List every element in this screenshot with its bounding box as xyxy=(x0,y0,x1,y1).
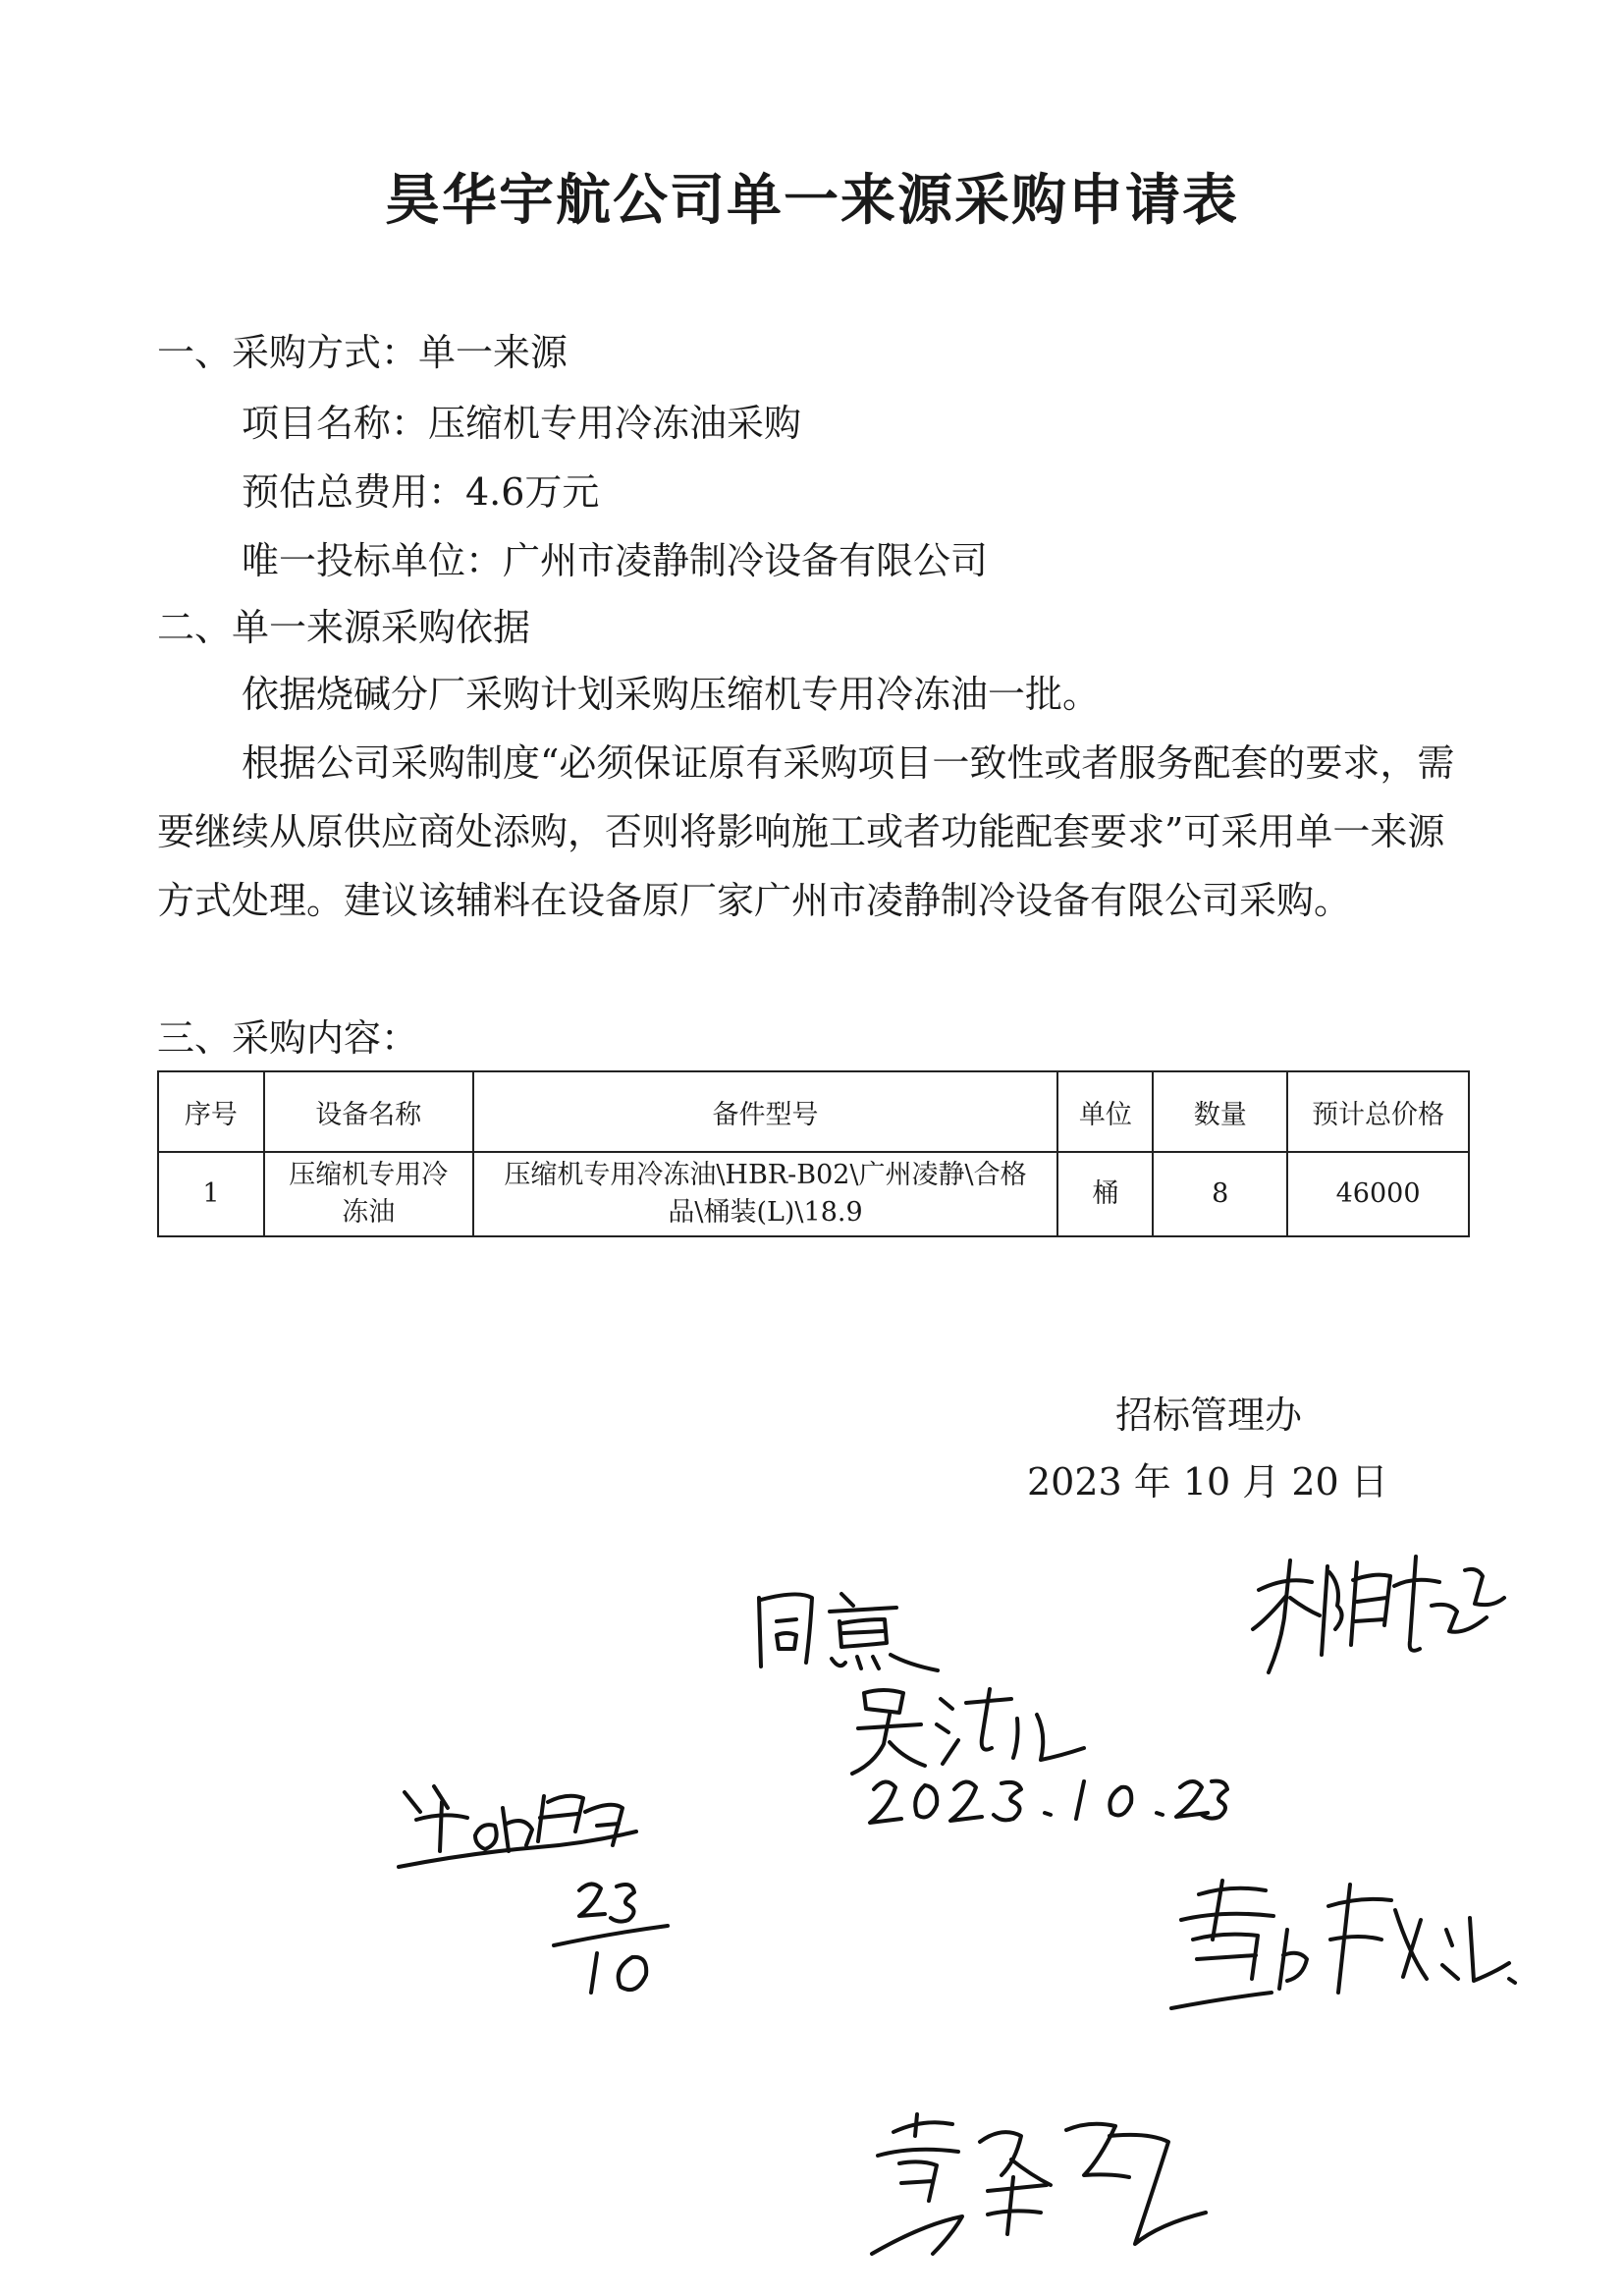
signature-signer-1-date xyxy=(864,1768,1237,1836)
signature-signer-4 xyxy=(1164,1871,1527,2038)
content-heading: 三、采购内容： xyxy=(157,1016,419,1060)
col-header-part-model: 备件型号 xyxy=(473,1071,1058,1152)
col-header-equipment-name: 设备名称 xyxy=(264,1071,473,1152)
signature-signer-2 xyxy=(1247,1547,1512,1684)
document-title: 昊华宇航公司单一来源采购申请表 xyxy=(385,169,1239,233)
signature-signer-5 xyxy=(864,2106,1218,2273)
signature-approval-note xyxy=(751,1586,947,1694)
sole-bidder: 唯一投标单位：广州市凌静制冷设备有限公司 xyxy=(242,539,989,582)
procurement-table xyxy=(157,1070,1470,1237)
cell-quantity: 8 xyxy=(1153,1152,1287,1236)
issuing-office: 招标管理办 xyxy=(1115,1394,1303,1437)
cell-unit: 桶 xyxy=(1057,1152,1153,1236)
basis-heading: 二、单一来源采购依据 xyxy=(157,606,531,649)
project-name: 项目名称：压缩机专用冷冻油采购 xyxy=(242,402,802,445)
col-header-quantity: 数量 xyxy=(1153,1071,1287,1152)
col-header-unit: 单位 xyxy=(1057,1071,1153,1152)
cell-estimated-total: 46000 xyxy=(1287,1152,1469,1236)
cell-part-model: 压缩机专用冷冻油\HBR-B02\广州凌静\合格品\桶装(L)\18.9 xyxy=(473,1152,1058,1236)
procurement-method: 一、采购方式：单一来源 xyxy=(157,331,568,374)
cell-equipment-name: 压缩机专用冷冻油 xyxy=(264,1152,473,1236)
cell-index: 1 xyxy=(158,1152,264,1236)
col-header-estimated-total: 预计总价格 xyxy=(1287,1071,1469,1152)
table-header-row xyxy=(158,1071,1469,1152)
table-row xyxy=(158,1152,1469,1236)
signature-signer-3-date xyxy=(550,1871,697,2008)
col-header-index: 序号 xyxy=(158,1071,264,1152)
basis-paragraph-2: 根据公司采购制度“必须保证原有采购项目一致性或者服务配套的要求，需要继续从原供应商处添购，否则将影响施工或者功能配套要求”可采用单一来源方式处理。建议该辅料在设备原厂家广州市凌静制冷设备有限公司采购。 xyxy=(157,741,1455,922)
issue-date: 2023 年 10 月 20 日 xyxy=(1027,1460,1388,1503)
estimated-cost: 预估总费用：4.6万元 xyxy=(242,470,600,514)
basis-paragraph-1: 依据烧碱分厂采购计划采购压缩机专用冷冻油一批。 xyxy=(242,673,1101,716)
